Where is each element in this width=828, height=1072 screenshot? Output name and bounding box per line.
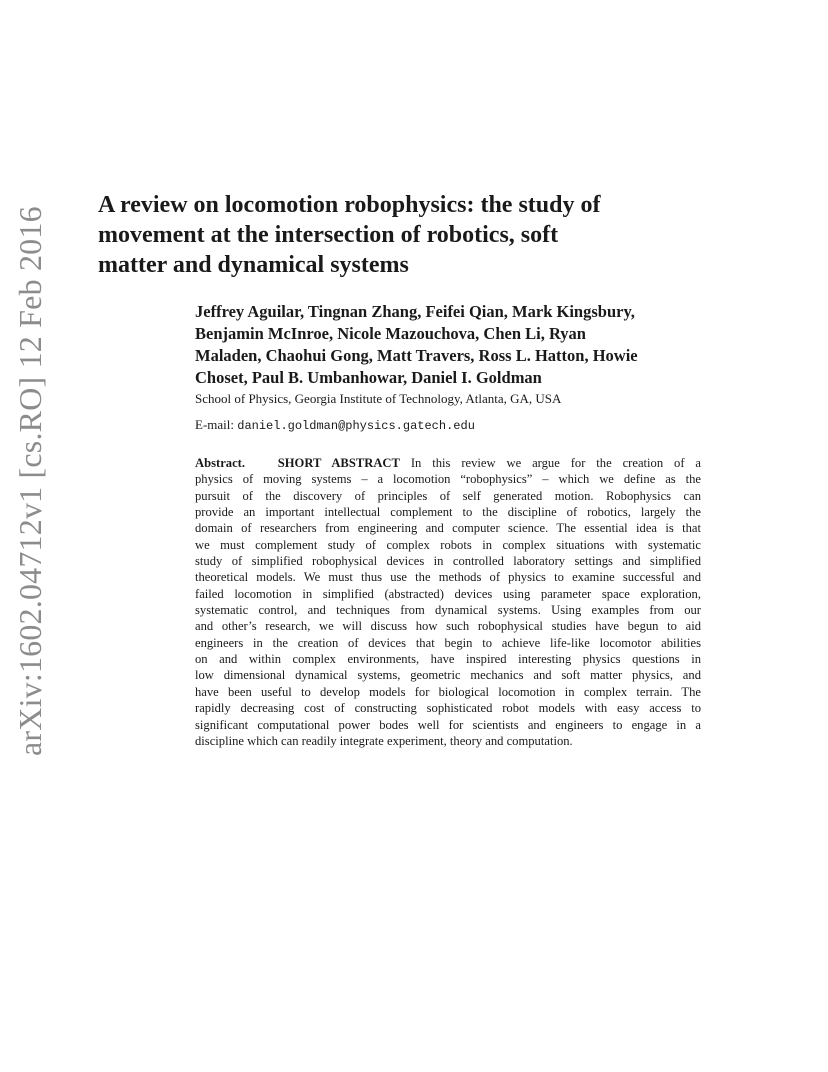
abstract-line: domain of researchers from engineering and computer science. The essential idea is that: [195, 521, 701, 536]
abstract-line: systematic control, and techniques from dynamical systems. Using examples from our: [195, 603, 701, 618]
author-line: Choset, Paul B. Umbanhowar, Daniel I. Goldman: [195, 368, 542, 387]
title-line: movement at the intersection of robotics, soft: [98, 222, 559, 248]
abstract: [195, 455, 701, 749]
abstract-line: discipline which can readily integrate experiment, theory and computation.: [195, 733, 573, 748]
abstract-line: study of simplified robophysical devices in controlled laboratory settings and simplified: [195, 554, 701, 569]
abstract-line: and other’s research, we will discuss how such robophysical studies have begun to aid: [195, 619, 701, 634]
email-address: daniel.goldman@physics.gatech.edu: [237, 419, 475, 433]
author-list: [195, 301, 715, 389]
email-line: [195, 417, 475, 433]
arxiv-identifier-stamp: arXiv:1602.04712v1 [cs.RO] 12 Feb 2016: [12, 206, 48, 756]
abstract-line: theoretical models. We must thus use the methods of physics to examine successful and: [195, 570, 701, 585]
short-abstract-label: SHORT ABSTRACT: [277, 456, 400, 470]
abstract-line: have been useful to develop models for biological locomotion in complex terrain. The: [195, 684, 701, 699]
abstract-line: we must complement study of complex robots in complex situations with systematic: [195, 537, 701, 552]
paper-title: [98, 190, 718, 280]
abstract-line: low dimensional dynamical systems, geometric mechanics and soft matter physics, and: [195, 668, 701, 683]
abstract-line: rapidly decreasing cost of constructing sophisticated robot models with easy access to: [195, 701, 701, 716]
affiliation: School of Physics, Georgia Institute of Technology, Atlanta, GA, USA: [195, 391, 562, 406]
title-line: matter and dynamical systems: [98, 252, 409, 278]
email-label: E-mail:: [195, 417, 238, 432]
abstract-line: [195, 455, 701, 471]
abstract-line: engineers in the creation of devices that begin to achieve life-like locomotor abilities: [195, 635, 701, 650]
abstract-heading: Abstract.: [195, 456, 246, 470]
author-line: Jeffrey Aguilar, Tingnan Zhang, Feifei Qian, Mark Kingsbury,: [195, 302, 635, 321]
title-line: A review on locomotion robophysics: the study of: [98, 192, 601, 218]
abstract-line: significant computational power bodes well for scientists and engineers to engage in a: [195, 717, 701, 732]
author-line: Benjamin McInroe, Nicole Mazouchova, Chen Li, Ryan: [195, 324, 586, 343]
abstract-line: failed locomotion in simplified (abstracted) devices using parameter space exploration,: [195, 586, 701, 601]
abstract-line: physics of moving systems – a locomotion “robophysics” – which we define as the: [195, 472, 701, 487]
abstract-text: In this review we argue for the creation of a: [410, 456, 701, 470]
author-line: Maladen, Chaohui Gong, Matt Travers, Ross L. Hatton, Howie: [195, 346, 638, 365]
abstract-line: on and within complex environments, have inspired interesting physics questions in: [195, 652, 701, 667]
abstract-line: pursuit of the discovery of principles of self generated motion. Robophysics can: [195, 488, 701, 503]
abstract-line: provide an important intellectual complement to the discipline of robotics, largely the: [195, 505, 701, 520]
